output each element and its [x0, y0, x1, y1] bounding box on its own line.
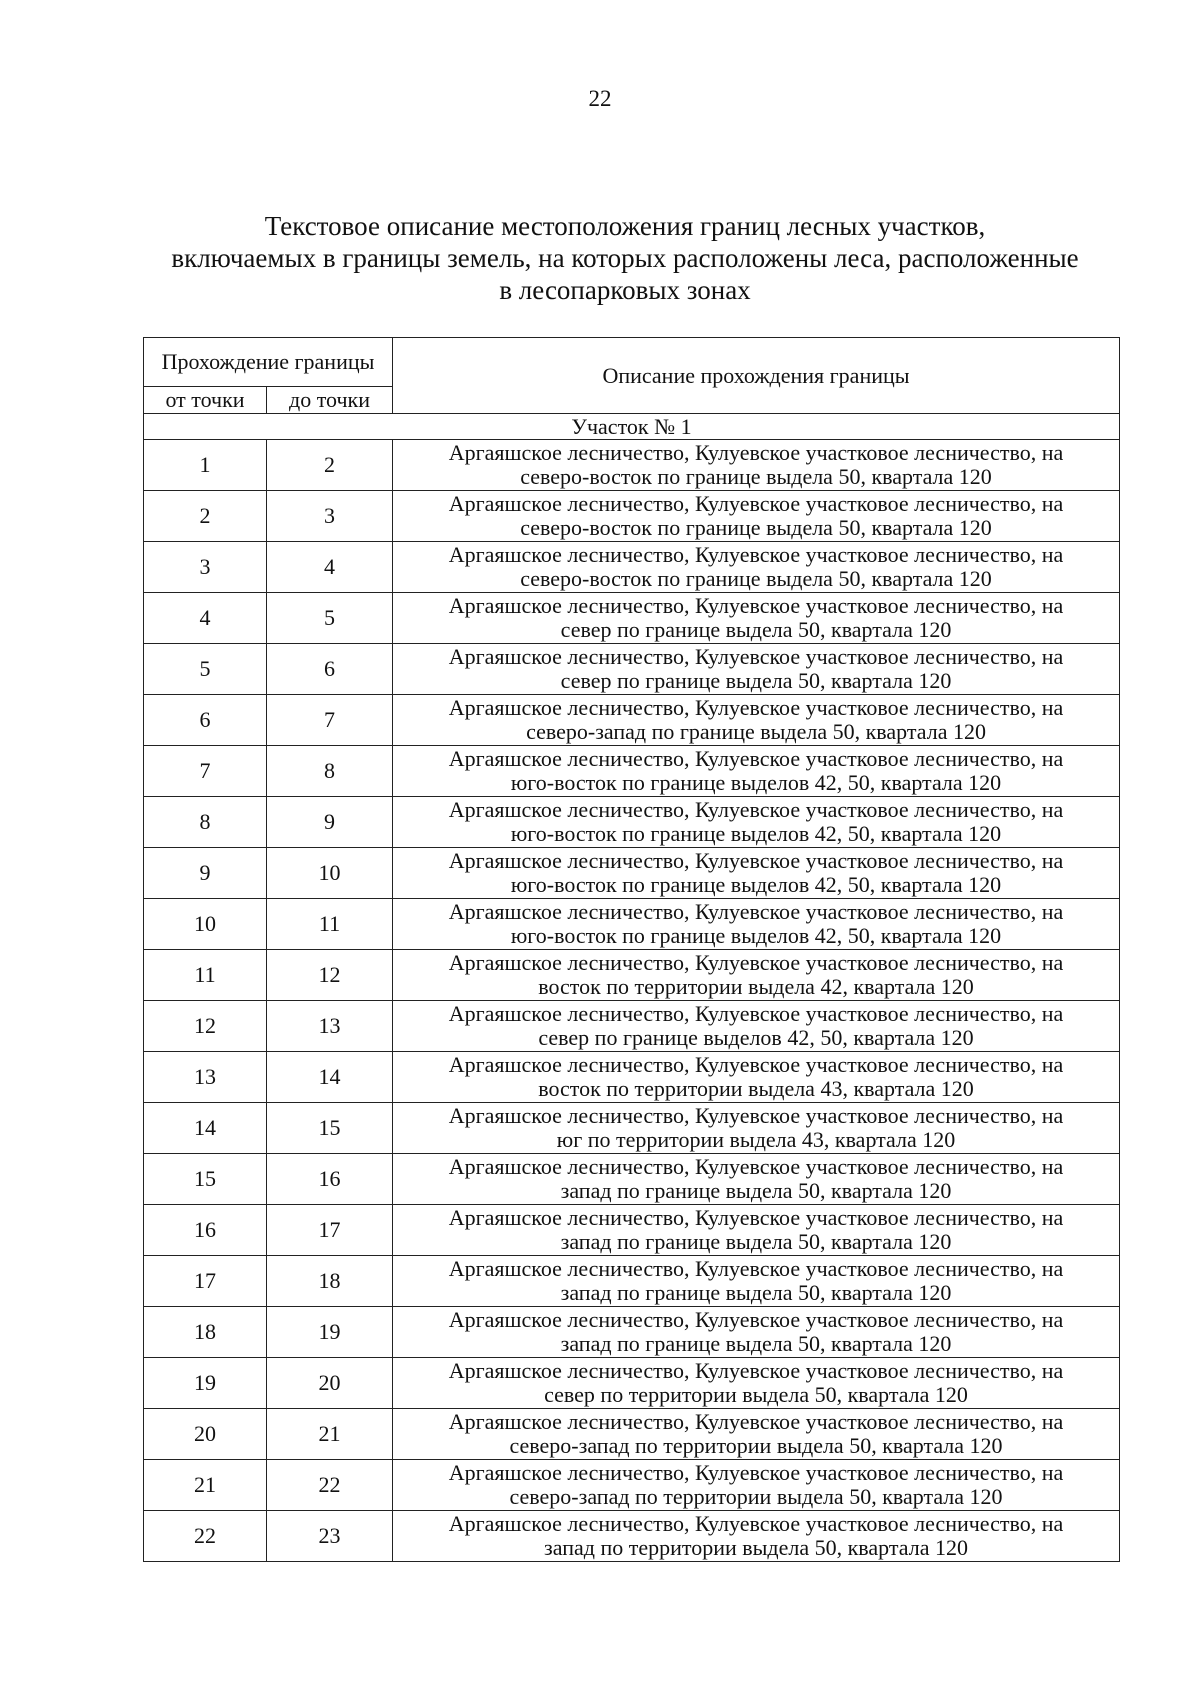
description-line: запад по территории выдела 50, квартала 120: [544, 1535, 968, 1560]
to-point-cell: 21: [267, 1409, 393, 1460]
description-cell: [393, 542, 1120, 593]
description-line: северо-восток по границе выдела 50, квартала 120: [520, 566, 992, 591]
description-line: Аргаяшское лесничество, Кулуевское участковое лесничество, на: [448, 593, 1064, 618]
description-line: север по территории выдела 50, квартала 120: [544, 1382, 968, 1407]
description-line: Аргаяшское лесничество, Кулуевское участковое лесничество, на: [448, 1511, 1064, 1536]
page-number: 22: [588, 86, 612, 111]
description-cell: [393, 491, 1120, 542]
description-line: Аргаяшское лесничество, Кулуевское участковое лесничество, на: [448, 899, 1064, 924]
from-point-cell: 8: [144, 797, 267, 848]
from-point-cell: 10: [144, 899, 267, 950]
description-cell: [393, 848, 1120, 899]
from-point-cell: 2: [144, 491, 267, 542]
table-row: [144, 695, 1120, 746]
table-row: [144, 1001, 1120, 1052]
description-line: юго-восток по границе выделов 42, 50, квартала 120: [510, 923, 1002, 948]
from-point-cell: 19: [144, 1358, 267, 1409]
description-cell: [393, 593, 1120, 644]
to-point-cell: 19: [267, 1307, 393, 1358]
to-point-cell: 4: [267, 542, 393, 593]
table-row: [144, 1103, 1120, 1154]
description-cell: [393, 1460, 1120, 1511]
from-point-cell: 4: [144, 593, 267, 644]
header-passage: Прохождение границы: [144, 338, 393, 387]
description-cell: [393, 1154, 1120, 1205]
table-row: [144, 797, 1120, 848]
description-line: Аргаяшское лесничество, Кулуевское участковое лесничество, на: [448, 1256, 1064, 1281]
description-line: юго-восток по границе выделов 42, 50, квартала 120: [510, 821, 1002, 846]
title-line: включаемых в границы земель, на которых расположены леса, расположенные: [171, 243, 1079, 273]
description-line: юго-восток по границе выделов 42, 50, квартала 120: [510, 872, 1002, 897]
description-line: запад по границе выдела 50, квартала 120: [560, 1331, 952, 1356]
table-row: [144, 746, 1120, 797]
table-row: [144, 899, 1120, 950]
table-row: [144, 950, 1120, 1001]
boundary-table: [143, 337, 1120, 1562]
description-line: Аргаяшское лесничество, Кулуевское участковое лесничество, на: [448, 950, 1064, 975]
table-row: [144, 1511, 1120, 1562]
description-cell: [393, 1511, 1120, 1562]
table-row: [144, 848, 1120, 899]
description-line: север по границе выдела 50, квартала 120: [560, 668, 952, 693]
from-point-cell: 14: [144, 1103, 267, 1154]
description-cell: [393, 746, 1120, 797]
table-row: [144, 1052, 1120, 1103]
description-line: Аргаяшское лесничество, Кулуевское участковое лесничество, на: [448, 1052, 1064, 1077]
from-point-cell: 13: [144, 1052, 267, 1103]
description-line: северо-запад по территории выдела 50, квартала 120: [509, 1433, 1003, 1458]
description-line: восток по территории выдела 42, квартала 120: [538, 974, 974, 999]
description-line: северо-запад по границе выдела 50, квартала 120: [526, 719, 986, 744]
to-point-cell: 18: [267, 1256, 393, 1307]
description-line: Аргаяшское лесничество, Кулуевское участковое лесничество, на: [448, 440, 1064, 465]
description-cell: [393, 797, 1120, 848]
description-line: Аргаяшское лесничество, Кулуевское участковое лесничество, на: [448, 1154, 1064, 1179]
from-point-cell: 3: [144, 542, 267, 593]
table-row: [144, 1409, 1120, 1460]
description-line: юго-восток по границе выделов 42, 50, квартала 120: [510, 770, 1002, 795]
description-line: Аргаяшское лесничество, Кулуевское участковое лесничество, на: [448, 1205, 1064, 1230]
description-line: восток по территории выдела 43, квартала 120: [538, 1076, 974, 1101]
from-point-cell: 15: [144, 1154, 267, 1205]
to-point-cell: 10: [267, 848, 393, 899]
to-point-cell: 9: [267, 797, 393, 848]
description-line: Аргаяшское лесничество, Кулуевское участковое лесничество, на: [448, 797, 1064, 822]
to-point-cell: 12: [267, 950, 393, 1001]
description-line: Аргаяшское лесничество, Кулуевское участковое лесничество, на: [448, 1460, 1064, 1485]
to-point-cell: 22: [267, 1460, 393, 1511]
table-row: [144, 1460, 1120, 1511]
description-line: Аргаяшское лесничество, Кулуевское участковое лесничество, на: [448, 644, 1064, 669]
description-cell: [393, 1256, 1120, 1307]
from-point-cell: 9: [144, 848, 267, 899]
from-point-cell: 16: [144, 1205, 267, 1256]
table-row: [144, 593, 1120, 644]
to-point-cell: 17: [267, 1205, 393, 1256]
description-line: северо-запад по территории выдела 50, квартала 120: [509, 1484, 1003, 1509]
table-header: [144, 338, 1120, 414]
description-cell: [393, 1205, 1120, 1256]
table-row: [144, 1307, 1120, 1358]
from-point-cell: 11: [144, 950, 267, 1001]
title-line: в лесопарковых зонах: [499, 275, 751, 305]
table-row: [144, 491, 1120, 542]
to-point-cell: 16: [267, 1154, 393, 1205]
table-row: [144, 1358, 1120, 1409]
description-line: Аргаяшское лесничество, Кулуевское участковое лесничество, на: [448, 695, 1064, 720]
from-point-cell: 6: [144, 695, 267, 746]
description-cell: [393, 1409, 1120, 1460]
table-row: [144, 644, 1120, 695]
header-from-point: от точки: [144, 387, 267, 414]
description-line: Аргаяшское лесничество, Кулуевское участковое лесничество, на: [448, 1103, 1064, 1128]
description-line: Аргаяшское лесничество, Кулуевское участковое лесничество, на: [448, 1358, 1064, 1383]
description-line: Аргаяшское лесничество, Кулуевское участковое лесничество, на: [448, 1001, 1064, 1026]
header-description: Описание прохождения границы: [393, 338, 1120, 414]
table-row: [144, 1256, 1120, 1307]
from-point-cell: 22: [144, 1511, 267, 1562]
table-row: [144, 440, 1120, 491]
description-line: Аргаяшское лесничество, Кулуевское участковое лесничество, на: [448, 848, 1064, 873]
to-point-cell: 5: [267, 593, 393, 644]
description-line: Аргаяшское лесничество, Кулуевское участковое лесничество, на: [448, 1307, 1064, 1332]
table-row: [144, 1154, 1120, 1205]
from-point-cell: 12: [144, 1001, 267, 1052]
to-point-cell: 15: [267, 1103, 393, 1154]
to-point-cell: 14: [267, 1052, 393, 1103]
description-line: запад по границе выдела 50, квартала 120: [560, 1229, 952, 1254]
description-line: Аргаяшское лесничество, Кулуевское участковое лесничество, на: [448, 1409, 1064, 1434]
from-point-cell: 7: [144, 746, 267, 797]
from-point-cell: 20: [144, 1409, 267, 1460]
from-point-cell: 17: [144, 1256, 267, 1307]
title-line: Текстовое описание местоположения границ лесных участков,: [264, 211, 986, 241]
table-body: [144, 414, 1120, 1562]
description-cell: [393, 644, 1120, 695]
description-cell: [393, 695, 1120, 746]
description-cell: [393, 1103, 1120, 1154]
description-cell: [393, 950, 1120, 1001]
document-title: [140, 210, 1110, 306]
description-cell: [393, 440, 1120, 491]
section-title: Участок № 1: [144, 414, 1120, 440]
table-row: [144, 1205, 1120, 1256]
to-point-cell: 2: [267, 440, 393, 491]
description-line: Аргаяшское лесничество, Кулуевское участковое лесничество, на: [448, 491, 1064, 516]
to-point-cell: 6: [267, 644, 393, 695]
from-point-cell: 1: [144, 440, 267, 491]
description-line: север по границе выделов 42, 50, квартала 120: [538, 1025, 974, 1050]
to-point-cell: 3: [267, 491, 393, 542]
to-point-cell: 7: [267, 695, 393, 746]
to-point-cell: 11: [267, 899, 393, 950]
header-to-point: до точки: [267, 387, 393, 414]
description-line: север по границе выдела 50, квартала 120: [560, 617, 952, 642]
description-cell: [393, 899, 1120, 950]
from-point-cell: 21: [144, 1460, 267, 1511]
description-cell: [393, 1307, 1120, 1358]
to-point-cell: 8: [267, 746, 393, 797]
to-point-cell: 13: [267, 1001, 393, 1052]
description-line: Аргаяшское лесничество, Кулуевское участковое лесничество, на: [448, 542, 1064, 567]
to-point-cell: 20: [267, 1358, 393, 1409]
description-cell: [393, 1358, 1120, 1409]
description-line: северо-восток по границе выдела 50, квартала 120: [520, 464, 992, 489]
description-line: запад по границе выдела 50, квартала 120: [560, 1280, 952, 1305]
from-point-cell: 5: [144, 644, 267, 695]
description-cell: [393, 1001, 1120, 1052]
description-line: запад по границе выдела 50, квартала 120: [560, 1178, 952, 1203]
from-point-cell: 18: [144, 1307, 267, 1358]
description-line: северо-восток по границе выдела 50, квартала 120: [520, 515, 992, 540]
description-line: юг по территории выдела 43, квартала 120: [556, 1127, 956, 1152]
description-cell: [393, 1052, 1120, 1103]
table-row: [144, 542, 1120, 593]
description-line: Аргаяшское лесничество, Кулуевское участковое лесничество, на: [448, 746, 1064, 771]
to-point-cell: 23: [267, 1511, 393, 1562]
